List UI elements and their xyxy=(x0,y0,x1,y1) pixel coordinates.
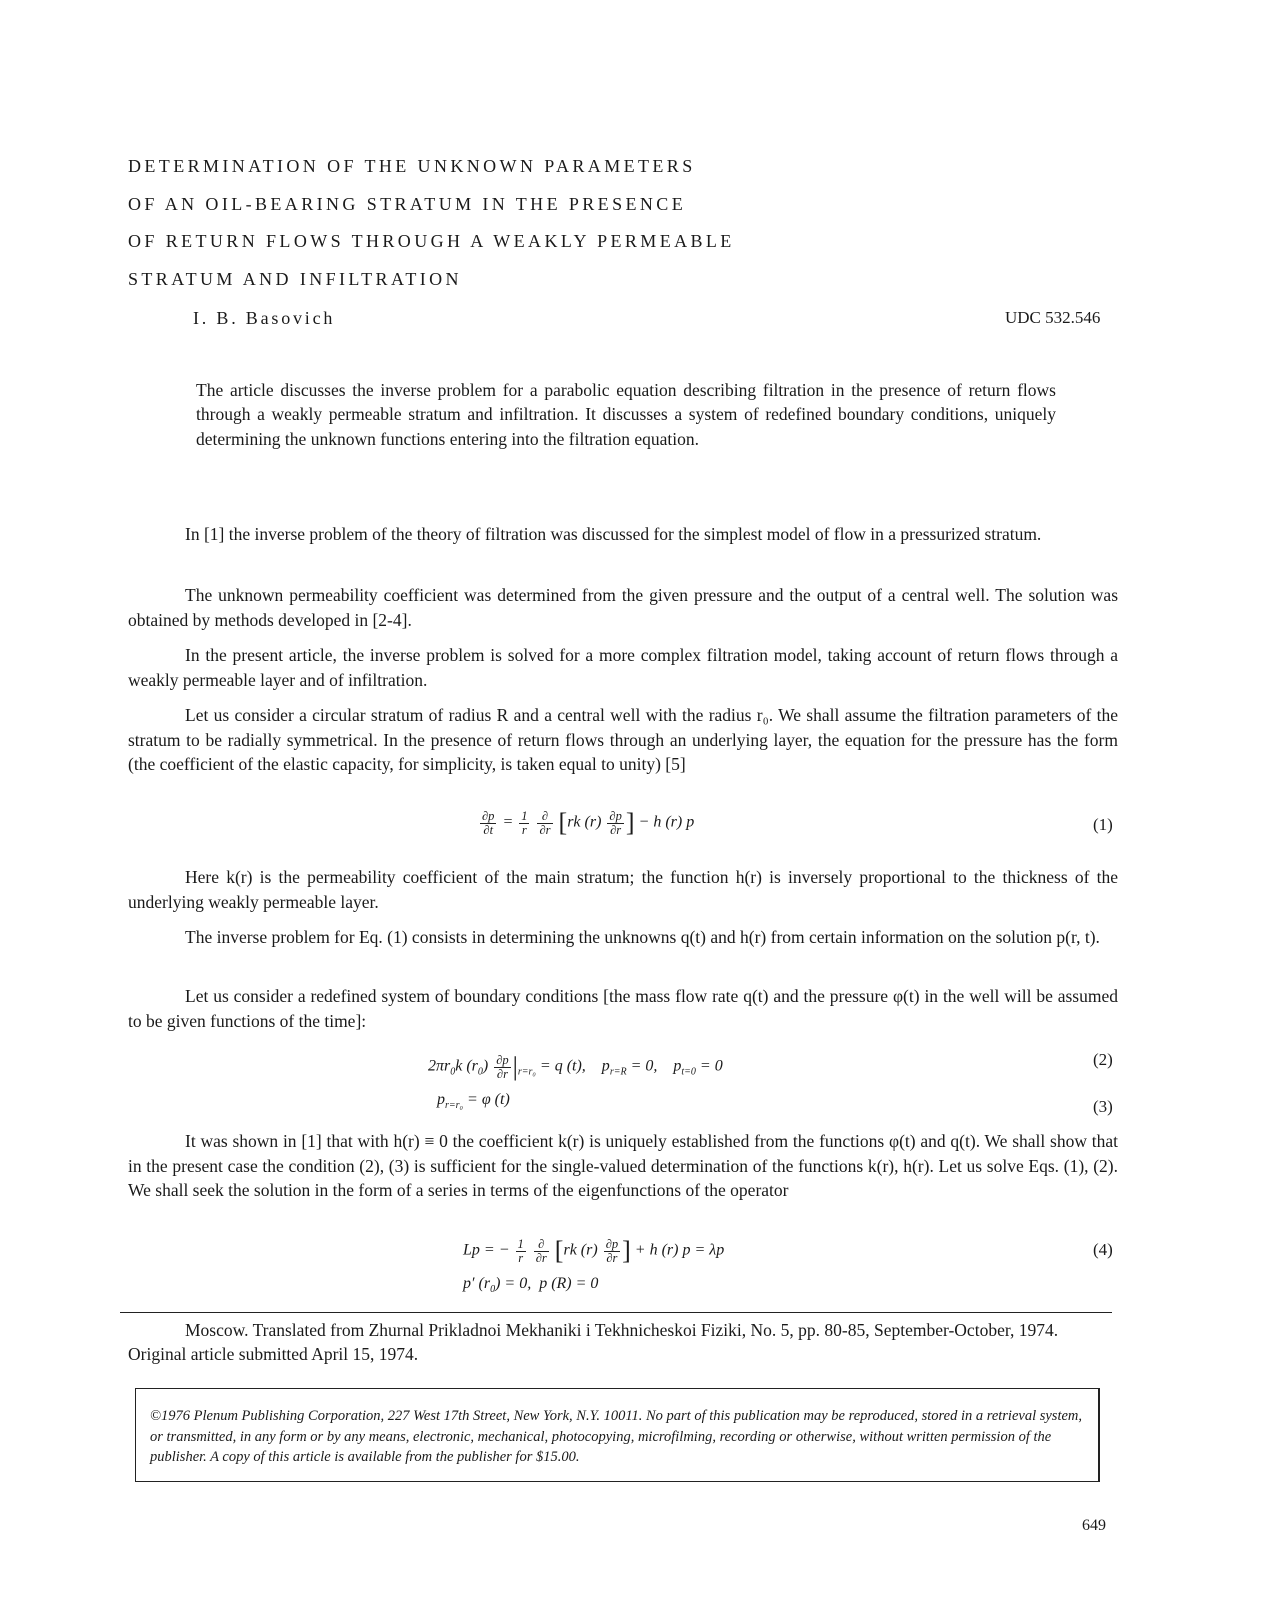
equation-3: $p_{r=r_0} = \varphi$ (t) xyxy=(437,1091,510,1111)
paragraph: Here k(r) is the permeability coefficient of the main stratum; the function h(r) is inversely proportional to the thickness of the underlying weakly permeable layer. xyxy=(128,867,1118,912)
equation-2: $2\pi r_0k$ $(r_0)$ $\frac{\partial p}{\partial r}$ $|_{r=r_0} = q$ (t), $p_{r=R} = 0$, $p_{t=0} = 0$ xyxy=(428,1052,723,1081)
article-title xyxy=(128,148,888,298)
equation-4: Lp = − $\frac{1}{r}$ $\frac{\partial}{\partial r}$ [rk (r) $\frac{\partial p}{\partial r}$ ] + h (r) p = λp xyxy=(463,1236,725,1265)
equation-number: (4) xyxy=(1093,1240,1113,1259)
equation-number: (3) xyxy=(1093,1097,1113,1116)
paragraph: The unknown permeability coefficient was determined from the given pressure and the output of a central well. The solution was obtained by methods developed in [2-4]. xyxy=(128,585,1118,630)
equation-number: (1) xyxy=(1093,815,1113,834)
copyright-box xyxy=(135,1388,1100,1482)
footnote-divider xyxy=(120,1312,1112,1313)
abstract: The article discusses the inverse problem for a parabolic equation describing filtration in the presence of return flows through a weakly permeable stratum and infiltration. It discusses a system of redefined boundary conditions, uniquely determining the unknown functions entering into the filtration equation. xyxy=(196,380,1056,449)
title-line: OF AN OIL-BEARING STRATUM IN THE PRESENCE xyxy=(128,193,687,214)
paragraph: In [1] the inverse problem of the theory of filtration was discussed for the simplest model of flow in a pressurized stratum. xyxy=(185,524,1042,544)
paragraph: Let us consider a redefined system of boundary conditions [the mass flow rate q(t) and the pressure φ(t) in the well will be assumed to be given functions of the time]: xyxy=(128,986,1118,1031)
paragraph: The inverse problem for Eq. (1) consists in determining the unknowns q(t) and h(r) from certain information on the solution p(r, t). xyxy=(185,927,1100,947)
copyright-notice: ©1976 Plenum Publishing Corporation, 227 West 17th Street, New York, N.Y. 10011. No part of this publication may be reproduced, stored in a retrieval system, or transmitted, in any form or by any means, electronic, mechanical, photocopying, microfilming, recording or otherwise, without written permission of the publisher. A copy of this article is available from the publisher for $15.00. xyxy=(150,1408,1083,1465)
author: I. B. Basovich xyxy=(193,308,336,328)
udc-code: UDC 532.546 xyxy=(1005,308,1101,327)
footnote: Moscow. Translated from Zhurnal Prikladnoi Mekhaniki i Tekhnicheskoi Fiziki, No. 5, pp. 80-85, September-October, 1974. Original article submitted April 15, 1974. xyxy=(128,1320,1059,1364)
paragraph: In the present article, the inverse problem is solved for a more complex filtration model, taking account of return flows through a weakly permeable layer and of infiltration. xyxy=(128,645,1118,690)
equation-1: $\frac{\partial p}{\partial t}$ = $\frac{1}{r}$ $\frac{\partial}{\partial r}$ [rk (r) $\frac{\partial p}{\partial r}$ ] − h (r) p xyxy=(482,808,695,837)
paragraph: Let us consider a circular stratum of radius R and a central well with the radius r₀. We shall assume the filtration parameters of the stratum to be radially symmetrical. In the presence of return flows through an underlying layer, the equation for the pressure has the form (the coefficient of the elastic capacity, for simplicity, is taken equal to unity) [5] xyxy=(128,705,1118,774)
title-line: OF RETURN FLOWS THROUGH A WEAKLY PERMEABLE xyxy=(128,231,735,251)
title-line: DETERMINATION OF THE UNKNOWN PARAMETERS xyxy=(128,156,696,176)
equation-number: (2) xyxy=(1093,1050,1113,1069)
page-number: 649 xyxy=(1082,1517,1106,1534)
title-line: STRATUM AND INFILTRATION xyxy=(128,268,462,289)
paragraph: It was shown in [1] that with h(r) ≡ 0 the coefficient k(r) is uniquely established from the functions φ(t) and q(t). We shall show that in the present case the condition (2), (3) is sufficient for the single-valued determination of the functions k(r), h(r). Let us solve Eqs. (1), (2). We shall seek the solution in the form of a series in terms of the eigenfunctions of the operator xyxy=(128,1131,1118,1200)
equation-4-conditions: p′ $(r_0) = 0$, p (R) = 0 xyxy=(463,1275,599,1295)
